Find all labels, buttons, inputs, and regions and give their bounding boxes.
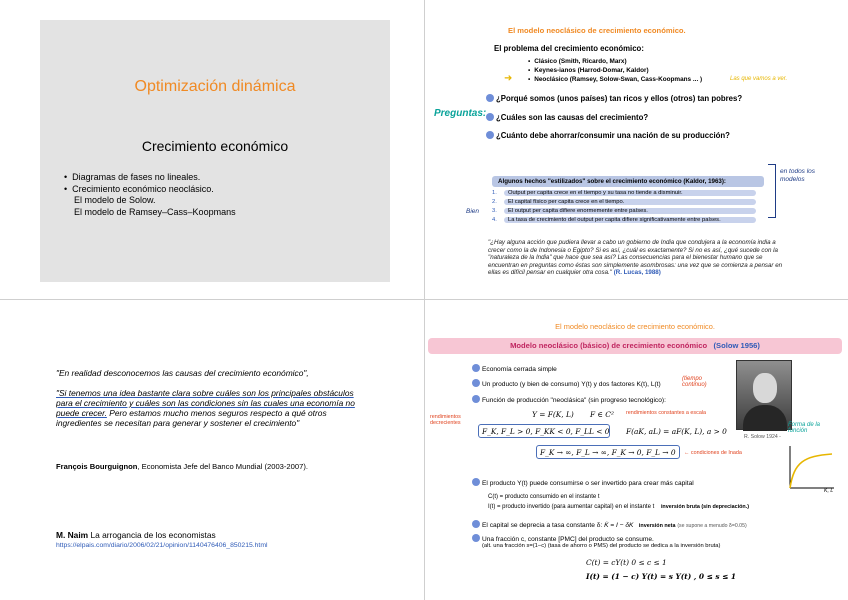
def-i: I(t) = producto invertido (para aumentar capital) en el instante t inversión bruta (sin depreciación.) — [488, 504, 750, 510]
bullet-dot-icon — [486, 113, 494, 121]
class-item: ▪ Keynes-ianos (Harrod-Domar, Kaldor) — [528, 67, 649, 74]
handwritten-note: Forma de la función — [788, 422, 821, 434]
eq-derivs: F_K, F_L > 0, F_KK < 0, F_LL < 0 — [482, 427, 610, 436]
question-item: ¿Cuáles son las causas del crecimiento? — [486, 113, 648, 122]
handwritten-note: (tiempo continuo) — [682, 376, 707, 388]
arrow-icon: ➜ — [504, 73, 513, 84]
bullet-dot-icon — [472, 478, 480, 486]
model-row: Función de producción "neoclásica" (sin progreso tecnológico): — [472, 395, 666, 404]
class-item: ▪ Clásico (Smith, Ricardo, Marx) — [528, 58, 627, 65]
quote-2: "Si tenemos una idea bastante clara sobre cuáles son los principales obstáculos para el crecimiento y cuáles son las condiciones sin las cuales una economía no puede crecer. Pero estamos mucho menos seguros respecto a qué otros ingredientes se necesitan para generar y sostener el crecimiento" — [56, 388, 355, 428]
solow-photo — [736, 360, 792, 430]
handwritten-note: Las que vamos a ver. — [730, 76, 788, 82]
handwritten-preguntas: Preguntas: — [434, 108, 487, 119]
fact-item: 4. La tasa de crecimiento del output per capita difiere significativamente entre países. — [492, 217, 764, 225]
vertical-divider — [424, 0, 425, 600]
model-row: El producto Y(t) puede consumirse o ser invertido para crear más capital — [472, 478, 694, 487]
reference: M. Naim La arrogancia de los economistas — [56, 530, 216, 540]
label-crs: rendimientos constantes a escala — [626, 410, 707, 416]
eq-investment: I(t) = (1 − c) Y(t) = s Y(t) , 0 ≤ s ≤ 1 — [586, 572, 737, 581]
fact-item: 1. Output per capita crece en el tiempo y su tasa no tiende a disminuir. — [492, 190, 764, 198]
eq-consumption: C(t) = cY(t) 0 ≤ c ≤ 1 — [586, 558, 667, 567]
model-row: Economía cerrada simple — [472, 364, 557, 373]
slide1-title: Optimización dinámica — [134, 78, 296, 95]
model-row: Una fracción c, constante [PMC] del producto se consume. — [472, 534, 654, 543]
eq-production: Y = F(K, L) — [532, 410, 574, 419]
bullet-dot-icon — [472, 379, 480, 387]
class-item: ▪ Neoclásico (Ramsey, Solow-Swan, Cass-Koopmans ... ) — [528, 76, 702, 83]
bullet-dot-icon — [486, 94, 494, 102]
slide-2 — [430, 22, 842, 294]
model-row: Un producto (y bien de consumo) Y(t) y dos factores K(t), L(t) — [472, 379, 661, 388]
horizontal-divider — [0, 299, 848, 300]
fact-item: 2. El capital físico per capita crece en el tiempo. — [492, 199, 764, 207]
fact-item: 3. El output per capita difiere enormemente entre países. — [492, 208, 764, 216]
bullet-dot-icon — [472, 395, 480, 403]
bracket-mark — [768, 164, 776, 218]
bullet-subitem: El modelo de Ramsey–Cass–Koopmans — [74, 206, 236, 217]
bullet-dot-icon — [472, 534, 480, 542]
bullet-dot-icon — [486, 131, 494, 139]
handwritten-note: en todos los modelos — [780, 168, 816, 183]
question-item: ¿Porqué somos (unos países) tan ricos y ellos (otros) tan pobres? — [486, 94, 742, 103]
quote-1: "En realidad desconocemos las causas del crecimiento económico", — [56, 368, 309, 378]
photo-caption: R. Solow 1924 - — [744, 434, 781, 440]
handwritten-note: Bien — [466, 208, 480, 215]
quote-author: François Bourguignon, Economista Jefe del Banco Mundial (2003-2007). — [56, 462, 308, 471]
bullet-subitem: El modelo de Solow. — [74, 195, 156, 205]
slide1-bullets — [64, 172, 236, 218]
slide2-heading: El problema del crecimiento económico: — [494, 44, 644, 53]
alt-text: (alt. una fracción s=(1−c) (tasa de ahorro o PMS) del producto se dedica a la inversión bruta) — [482, 543, 721, 549]
slide2-title: El modelo neoclásico de crecimiento económico. — [508, 26, 686, 35]
function-shape-graph — [786, 442, 836, 492]
slide-1 — [40, 20, 390, 282]
reference-link[interactable]: https://elpais.com/diario/2006/02/21/opinion/1140476406_850215.html — [56, 542, 268, 549]
graph-axis-label: K, L — [824, 488, 834, 494]
slide4-title: El modelo neoclásico de crecimiento económico. — [555, 322, 715, 331]
eq-inada: F_K → ∞, F_L → ∞, F_K → 0, F_L → 0 — [540, 448, 676, 457]
slide-4 — [426, 310, 844, 598]
slide-3 — [56, 362, 376, 562]
bullet-dot-icon — [472, 520, 480, 528]
def-c: C(t) = producto consumido en el instante t — [488, 494, 600, 500]
label-inada: ← condiciones de Inada — [684, 450, 742, 456]
model-row: El capital se deprecia a tasa constante δ: K̇ = I − δK inversión neta (se supone a menudo δ=0.05) — [472, 520, 747, 529]
eq-class: F ∈ C² — [590, 410, 614, 419]
bullet-dot-icon — [472, 364, 480, 372]
slide1-subtitle: Crecimiento económico — [141, 138, 289, 154]
bullet-item: • Diagramas de fases no lineales. — [64, 172, 236, 184]
bullet-item: • Crecimiento económico neoclásico. — [64, 184, 236, 196]
lucas-quote: "¿Hay alguna acción que pudiera llevar a cabo un gobierno de India que condujera a la economía india a crecer como la de Indonesia o Egipto? Si es así, ¿cuál es exactamente? Si no es así, ¿qué sucede con la "naturaleza de la India" que hace que sea así? Las consecuencias para el bienestar humano que se encuentran en preguntas como éstas son simplemente asombrosas: una vez que se comienza a pensar en ellas es difícil pensar en cualquier otra cosa." (R. Lucas, 1988) — [488, 239, 783, 277]
facts-heading: Algunos hechos "estilizados" sobre el crecimiento económico (Kaldor, 1963): — [492, 176, 764, 187]
label-returns: rendimientos decrecientes — [430, 414, 461, 427]
question-item: ¿Cuánto debe ahorrar/consumir una nación de su producción? — [486, 131, 730, 140]
slide4-band: Modelo neoclásico (básico) de crecimiento económico (Solow 1956) — [428, 338, 842, 354]
eq-homog: F(aK, aL) = aF(K, L), a > 0 — [626, 427, 727, 436]
